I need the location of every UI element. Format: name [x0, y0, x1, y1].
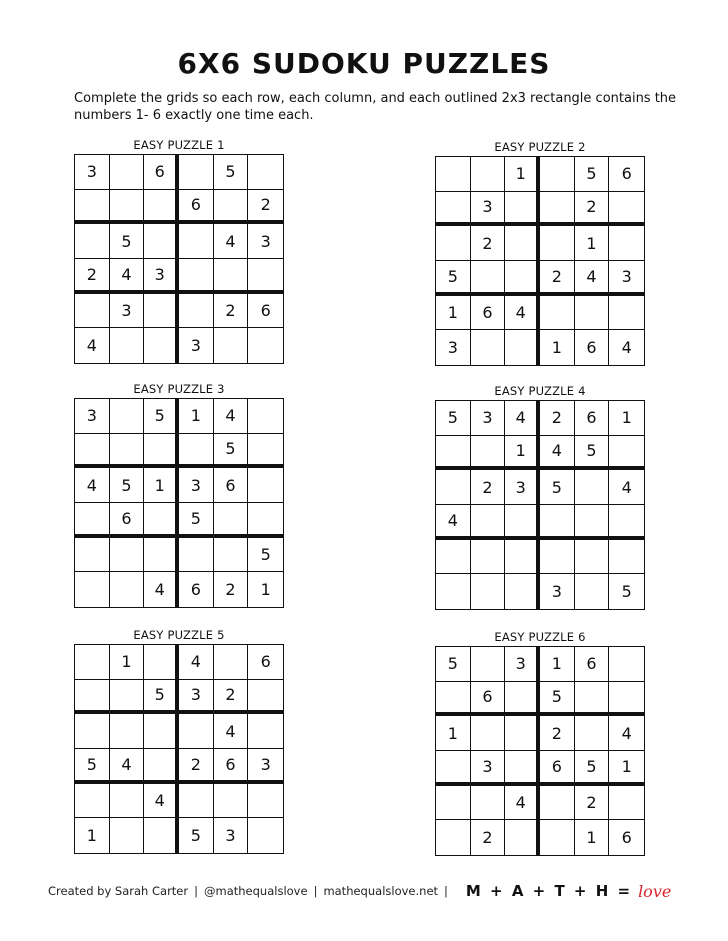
- grid-cell: [540, 505, 575, 540]
- grid-cell: [575, 682, 610, 717]
- grid-cell: 3: [75, 155, 110, 190]
- footer-separator: |: [444, 884, 448, 898]
- grid-cell: [471, 786, 506, 821]
- grid-cell: [179, 538, 214, 573]
- grid-cell: [75, 503, 110, 538]
- grid-cell: 3: [75, 399, 110, 434]
- grid-cell: 5: [575, 436, 610, 471]
- author-credit: Created by Sarah Carter: [48, 884, 189, 898]
- grid-cell: 3: [179, 328, 214, 363]
- grid-cell: [248, 784, 283, 819]
- grid-cell: [179, 294, 214, 329]
- grid-cell: 3: [471, 751, 506, 786]
- grid-cell: [436, 786, 471, 821]
- grid-cell: [609, 682, 644, 717]
- grid-cell: 6: [609, 157, 644, 192]
- puzzle-6: [435, 628, 645, 856]
- grid-cell: 4: [505, 401, 540, 436]
- grid-cell: 2: [75, 259, 110, 294]
- grid-cell: 1: [260, 580, 271, 600]
- grid-cell: 4: [575, 261, 610, 296]
- grid-cell: [144, 538, 179, 573]
- grid-cell: 5: [214, 155, 249, 190]
- grid-cell: 3: [471, 401, 506, 436]
- grid-cell: [505, 574, 540, 609]
- footer-separator: |: [313, 884, 318, 898]
- grid-cell: [179, 784, 214, 819]
- grid-cell: 1: [75, 818, 110, 853]
- grid-cell: 6: [214, 749, 249, 784]
- brand-logo: M + A + T + H =: [465, 882, 633, 900]
- grid-cell: [248, 503, 283, 538]
- footer: [48, 876, 671, 906]
- puzzle-4: [435, 382, 645, 610]
- grid-cell: [471, 436, 506, 471]
- grid-cell: [248, 680, 283, 715]
- grid-cell: 1: [609, 751, 644, 786]
- grid-cell: 3: [179, 468, 214, 503]
- grid-cell: [540, 786, 575, 821]
- grid-cell: [75, 224, 110, 259]
- grid-cell: 5: [575, 751, 610, 786]
- grid-cell: 5: [75, 749, 110, 784]
- grid-cell: 6: [179, 190, 214, 225]
- grid-cell: 2: [540, 401, 575, 436]
- grid-cell: 6: [214, 468, 249, 503]
- grid-cell: [75, 538, 110, 573]
- grid-cell: 2: [540, 261, 575, 296]
- grid-cell: [248, 714, 283, 749]
- grid-cell: 2: [471, 470, 506, 505]
- website-link[interactable]: mathequalslove.net: [323, 884, 439, 898]
- grid-cell: 2: [471, 226, 506, 261]
- grid-cell: [110, 572, 145, 607]
- grid-cell: 4: [609, 470, 644, 505]
- grid-cell: 5: [248, 538, 283, 573]
- sudoku-grid: [435, 400, 645, 610]
- grid-cell: [609, 786, 644, 821]
- grid-cell: [179, 224, 214, 259]
- grid-cell: 4: [621, 338, 632, 358]
- grid-cell: 1: [609, 401, 644, 436]
- grid-cell: [609, 226, 644, 261]
- grid-cell: 4: [179, 645, 214, 680]
- grid-cell: [505, 192, 540, 227]
- grid-cell: 5: [436, 647, 471, 682]
- grid-cell: 6: [248, 294, 283, 329]
- grid-cell: [609, 436, 644, 471]
- grid-cell: [75, 680, 110, 715]
- grid-cell: 3: [609, 261, 644, 296]
- instructions-text: Complete the grids so each row, each column, and each outlined 2x3 rectangle contains the numbers 1- 6 exactly one time each.: [74, 91, 677, 123]
- grid-cell: [110, 680, 145, 715]
- grid-cell: [144, 434, 179, 469]
- page-title: 6X6 SUDOKU PUZZLES: [177, 47, 551, 80]
- grid-cell: 3: [471, 192, 506, 227]
- grid-cell: 4: [75, 468, 110, 503]
- grid-cell: [144, 294, 179, 329]
- grid-cell: 2: [248, 190, 283, 225]
- grid-cell: [575, 470, 610, 505]
- grid-cell: 3: [540, 574, 575, 609]
- puzzle-3: [74, 380, 284, 608]
- grid-cell: [505, 716, 540, 751]
- grid-cell: 3: [248, 749, 283, 784]
- grid-cell: [214, 190, 249, 225]
- grid-cell: [110, 434, 145, 469]
- grid-cell: [505, 505, 540, 540]
- grid-cell: 5: [575, 157, 610, 192]
- grid-cell: [75, 714, 110, 749]
- grid-cell: [540, 296, 575, 331]
- puzzle-label: EASY PUZZLE 6: [494, 630, 586, 644]
- grid-cell: [609, 296, 644, 331]
- grid-cell: [436, 682, 471, 717]
- grid-cell: [248, 468, 283, 503]
- grid-cell: [214, 259, 249, 294]
- puzzle-label: EASY PUZZLE 2: [494, 140, 586, 154]
- grid-cell: 6: [110, 503, 145, 538]
- grid-cell: [575, 296, 610, 331]
- grid-cell: [75, 434, 110, 469]
- grid-cell: [214, 538, 249, 573]
- grid-cell: [436, 470, 471, 505]
- grid-cell: 4: [505, 296, 540, 331]
- puzzle-label: EASY PUZZLE 4: [494, 384, 586, 398]
- grid-cell: [144, 328, 179, 363]
- grid-cell: [436, 574, 471, 609]
- grid-cell: 6: [248, 645, 283, 680]
- puzzle-5: [74, 626, 284, 854]
- grid-cell: [110, 784, 145, 819]
- grid-cell: [540, 226, 575, 261]
- grid-cell: [436, 226, 471, 261]
- grid-cell: [75, 572, 110, 607]
- grid-cell: [609, 647, 644, 682]
- grid-cell: [144, 645, 179, 680]
- grid-cell: 4: [110, 749, 145, 784]
- grid-cell: 2: [575, 192, 610, 227]
- grid-cell: [436, 540, 471, 575]
- grid-cell: 1: [110, 645, 145, 680]
- grid-cell: 6: [471, 296, 506, 331]
- grid-cell: [144, 503, 179, 538]
- grid-cell: 4: [75, 328, 110, 363]
- grid-cell: [505, 820, 540, 855]
- grid-cell: [179, 259, 214, 294]
- grid-cell: 6: [621, 828, 632, 848]
- grid-cell: 1: [575, 820, 610, 855]
- grid-cell: [179, 155, 214, 190]
- grid-cell: 4: [144, 572, 179, 607]
- sudoku-grid: [435, 156, 645, 366]
- grid-cell: [436, 820, 471, 855]
- grid-cell: 1: [436, 296, 471, 331]
- grid-cell: [436, 157, 471, 192]
- grid-cell: [214, 503, 249, 538]
- grid-cell: 5: [179, 818, 214, 853]
- grid-cell: [505, 261, 540, 296]
- grid-cell: 4: [436, 505, 471, 540]
- grid-cell: [110, 714, 145, 749]
- grid-cell: [75, 190, 110, 225]
- grid-cell: [179, 434, 214, 469]
- grid-cell: 6: [575, 647, 610, 682]
- grid-cell: [471, 574, 506, 609]
- grid-cell: [609, 505, 644, 540]
- grid-cell: [214, 328, 249, 363]
- grid-cell: 6: [179, 572, 214, 607]
- grid-cell: [505, 751, 540, 786]
- sudoku-grid: [74, 398, 284, 608]
- grid-cell: [471, 157, 506, 192]
- grid-cell: 6: [144, 155, 179, 190]
- grid-cell: [248, 259, 283, 294]
- grid-cell: 5: [144, 399, 179, 434]
- grid-cell: 5: [214, 434, 249, 469]
- grid-cell: 6: [540, 751, 575, 786]
- grid-cell: 2: [214, 572, 249, 607]
- grid-cell: [110, 190, 145, 225]
- grid-cell: [110, 155, 145, 190]
- grid-cell: [505, 540, 540, 575]
- grid-cell: [575, 716, 610, 751]
- grid-cell: [110, 538, 145, 573]
- grid-cell: [110, 399, 145, 434]
- grid-cell: [540, 192, 575, 227]
- grid-cell: [609, 540, 644, 575]
- grid-cell: 3: [505, 470, 540, 505]
- grid-cell: 4: [505, 786, 540, 821]
- grid-cell: [471, 647, 506, 682]
- grid-cell: 5: [144, 680, 179, 715]
- grid-cell: 3: [179, 680, 214, 715]
- grid-cell: [575, 505, 610, 540]
- grid-cell: 5: [436, 261, 471, 296]
- grid-cell: [471, 540, 506, 575]
- grid-cell: 3: [248, 224, 283, 259]
- grid-cell: 5: [110, 224, 145, 259]
- grid-cell: 2: [214, 680, 249, 715]
- grid-cell: [75, 645, 110, 680]
- grid-cell: [540, 540, 575, 575]
- grid-cell: [471, 261, 506, 296]
- puzzle-1: [74, 136, 284, 364]
- puzzle-2: [435, 138, 645, 366]
- grid-cell: [505, 682, 540, 717]
- grid-cell: 6: [575, 401, 610, 436]
- grid-cell: [471, 330, 506, 365]
- grid-cell: 1: [505, 157, 540, 192]
- grid-cell: 4: [609, 716, 644, 751]
- puzzle-label: EASY PUZZLE 5: [133, 628, 225, 642]
- grid-cell: 1: [540, 330, 575, 365]
- puzzle-label: EASY PUZZLE 3: [133, 382, 225, 396]
- grid-cell: 5: [540, 682, 575, 717]
- love-script-logo: love: [638, 881, 672, 901]
- grid-cell: [575, 540, 610, 575]
- grid-cell: [75, 294, 110, 329]
- grid-cell: 5: [436, 401, 471, 436]
- grid-cell: [248, 818, 283, 853]
- grid-cell: 2: [471, 820, 506, 855]
- grid-cell: [436, 436, 471, 471]
- grid-cell: [575, 574, 610, 609]
- grid-cell: [505, 330, 540, 365]
- grid-cell: 3: [144, 259, 179, 294]
- grid-cell: [436, 192, 471, 227]
- grid-cell: 3: [436, 330, 471, 365]
- grid-cell: 4: [110, 259, 145, 294]
- grid-cell: [248, 434, 283, 469]
- grid-cell: [144, 190, 179, 225]
- grid-cell: 4: [144, 784, 179, 819]
- grid-cell: 1: [144, 468, 179, 503]
- sudoku-grid: [435, 646, 645, 856]
- grid-cell: [214, 784, 249, 819]
- grid-cell: 2: [575, 786, 610, 821]
- grid-cell: [609, 192, 644, 227]
- grid-cell: 5: [110, 468, 145, 503]
- grid-cell: [505, 226, 540, 261]
- grid-cell: [471, 716, 506, 751]
- grid-cell: 1: [575, 226, 610, 261]
- grid-cell: 6: [471, 682, 506, 717]
- grid-cell: 1: [540, 647, 575, 682]
- social-handle[interactable]: @mathequalslove: [204, 884, 308, 898]
- sudoku-grid: [74, 644, 284, 854]
- grid-cell: [540, 157, 575, 192]
- grid-cell: [144, 224, 179, 259]
- grid-cell: 5: [621, 582, 632, 602]
- grid-cell: 5: [179, 503, 214, 538]
- grid-cell: 2: [540, 716, 575, 751]
- grid-cell: [540, 820, 575, 855]
- grid-cell: 3: [505, 647, 540, 682]
- grid-cell: 3: [110, 294, 145, 329]
- sudoku-grid: [74, 154, 284, 364]
- grid-cell: 4: [214, 714, 249, 749]
- grid-cell: 1: [179, 399, 214, 434]
- grid-cell: 2: [214, 294, 249, 329]
- grid-cell: [144, 714, 179, 749]
- grid-cell: [248, 399, 283, 434]
- puzzle-label: EASY PUZZLE 1: [133, 138, 225, 152]
- grid-cell: [436, 751, 471, 786]
- grid-cell: [110, 818, 145, 853]
- grid-cell: [248, 328, 283, 363]
- grid-cell: [110, 328, 145, 363]
- footer-separator: |: [194, 884, 198, 898]
- grid-cell: [144, 818, 179, 853]
- grid-cell: [179, 714, 214, 749]
- grid-cell: 6: [575, 330, 610, 365]
- grid-cell: 3: [214, 818, 249, 853]
- grid-cell: 4: [214, 399, 249, 434]
- grid-cell: [75, 784, 110, 819]
- grid-cell: 4: [540, 436, 575, 471]
- grid-cell: 5: [540, 470, 575, 505]
- grid-cell: 4: [214, 224, 249, 259]
- grid-cell: [214, 645, 249, 680]
- grid-cell: 1: [436, 716, 471, 751]
- grid-cell: 2: [179, 749, 214, 784]
- grid-cell: 1: [505, 436, 540, 471]
- grid-cell: [144, 749, 179, 784]
- grid-cell: [248, 155, 283, 190]
- grid-cell: [471, 505, 506, 540]
